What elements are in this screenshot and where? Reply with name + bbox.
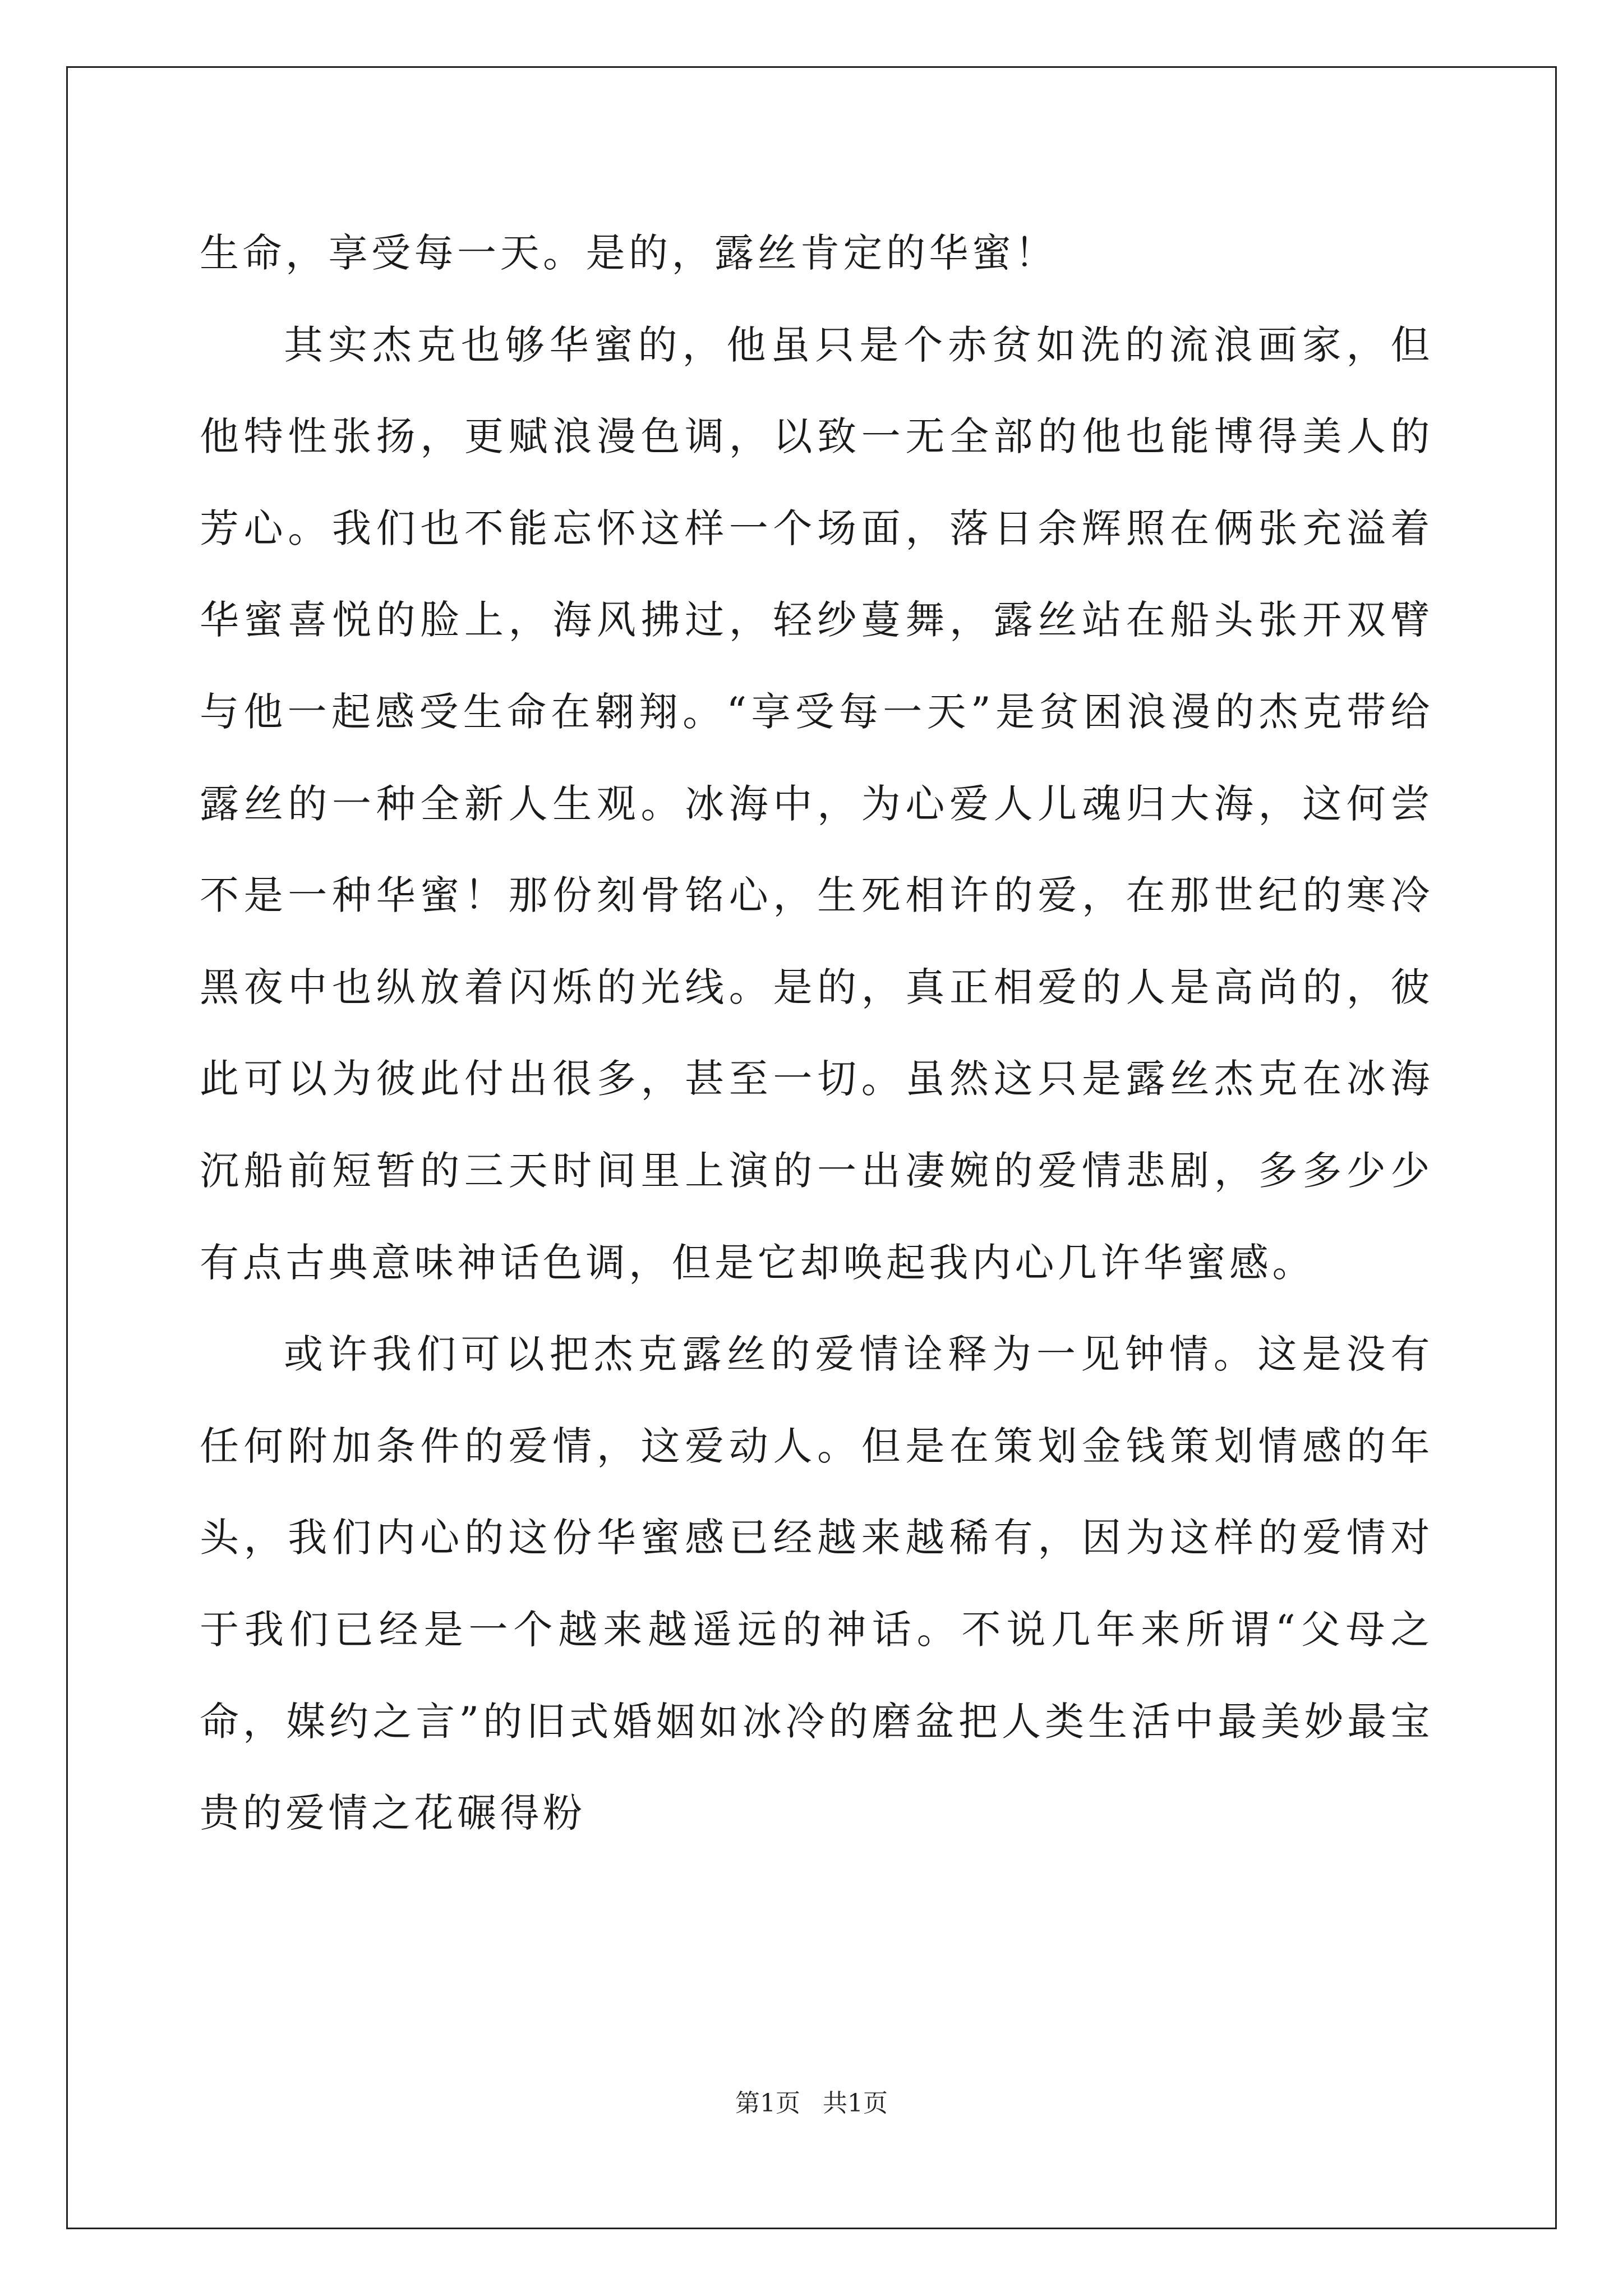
page-number: 第1页 <box>735 2089 800 2118</box>
paragraph-1: 生命，享受每一天。是的，露丝肯定的华蜜！ <box>200 230 1058 276</box>
page-total: 共1页 <box>823 2089 888 2118</box>
page-footer <box>0 2090 1623 2118</box>
paragraph-2: 其实杰克也够华蜜的，他虽只是个赤贫如洗的流浪画家，但他特性张扬，更赋浪漫色调，以致一无全部的他也能博得美人的芳心。我们也不能忘怀这样一个场面，落日余辉照在俩张充溢着华蜜喜悦的脸上，海风拂过，轻纱蔓舞，露丝站在船头张开双臂与他一起感受生命在翱翔。“享受每一天”是贫困浪漫的杰克带给露丝的一种全新人生观。冰海中，为心爱人儿魂归大海，这何尝不是一种华蜜！那份刻骨铭心，生死相许的爱，在那世纪的寒冷黑夜中也纵放着闪烁的光线。是的，真正相爱的人是高尚的，彼此可以为彼此付出很多，甚至一切。虽然这只是露丝杰克在冰海沉船前短暂的三天时间里上演的一出凄婉的爱情悲剧，多多少少有点古典意味神话色调，但是它却唤起我内心几许华蜜感。 <box>200 321 1433 1286</box>
document-body <box>200 208 1433 1860</box>
paragraph-3: 或许我们可以把杰克露丝的爱情诠释为一见钟情。这是没有任何附加条件的爱情，这爱动人。但是在策划金钱策划情感的年头，我们内心的这份华蜜感已经越来越稀有，因为这样的爱情对于我们已经是一个越来越遥远的神话。不说几年来所谓“父母之命，媒约之言”的旧式婚姻如冰冷的磨盆把人类生活中最美妙最宝贵的爱情之花碾得粉 <box>200 1331 1433 1837</box>
